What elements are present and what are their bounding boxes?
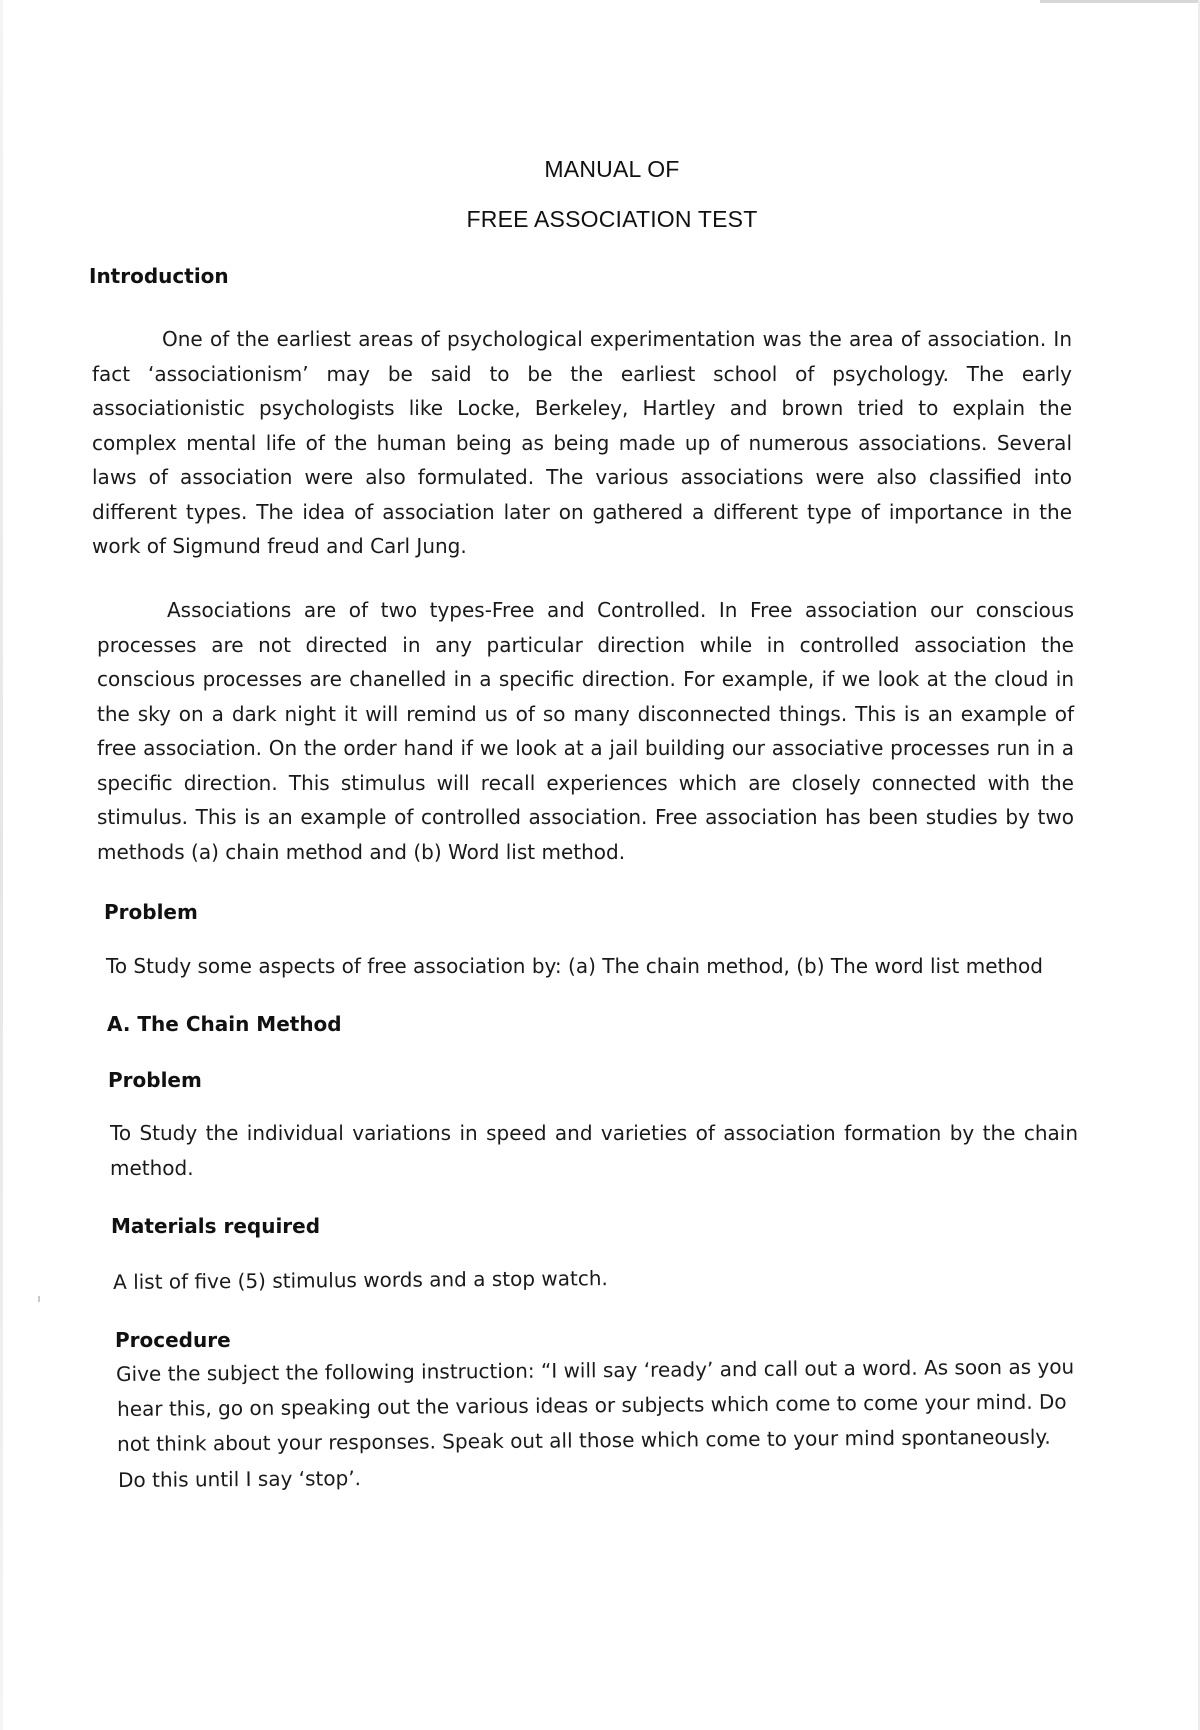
title-line-2: FREE ASSOCIATION TEST	[466, 206, 758, 232]
introduction-paragraph-1	[92, 322, 1072, 564]
introduction-paragraph-2	[97, 593, 1074, 869]
scan-edge-left	[0, 0, 3, 1730]
materials-text: A list of five (5) stimulus words and a stop watch.	[113, 1266, 608, 1294]
introduction-paragraph-2-text: Associations are of two types-Free and Controlled. In Free association our conscious processes are not directed in any particular direction while in controlled association the conscious processes are chanelled in a specific direction. For example, if we look at the cloud in the sky on a dark night it will remind us of so many disconnected things. This is an example of free association. On the order hand if we look at a jail building our associative processes run in a specific direction. This stimulus will recall experiences which are closely connected with the stimulus. This is an example of controlled association. Free association has been studies by two methods (a) chain method and (b) Word list method.	[97, 598, 1074, 864]
scan-edge-top	[1040, 0, 1200, 3]
introduction-heading: Introduction	[89, 264, 229, 288]
problem-heading: Problem	[104, 900, 198, 924]
chain-problem-heading: Problem	[108, 1068, 202, 1092]
problem-text: To Study some aspects of free association by: (a) The chain method, (b) The word list method	[106, 954, 1043, 978]
procedure-line-2: hear this, go on speaking out the various ideas or subjects which come to come your mind. Do	[117, 1389, 1067, 1421]
procedure-line-3: not think about your responses. Speak out all those which come to your mind spontaneously.	[117, 1424, 1051, 1456]
procedure-line-1: Give the subject the following instruction: “I will say ‘ready’ and call out a word. As soon as you	[116, 1354, 1075, 1386]
chain-problem-text: To Study the individual variations in speed and varieties of association formation by the chain method.	[110, 1121, 1078, 1180]
introduction-paragraph-1-text: One of the earliest areas of psychological experimentation was the area of association. In fact ‘associationism’ may be said to be the earliest school of psychology. The early associationistic psychologists like Locke, Berkeley, Hartley and brown tried to explain the complex mental life of the human being as being made up of numerous associations. Several laws of association were also formulated. The various associations were also classified into different types. The idea of association later on gathered a different type of importance in the work of Sigmund freud and Carl Jung.	[92, 327, 1072, 558]
title-line-1: MANUAL OF	[544, 156, 680, 182]
scan-speck	[38, 1296, 40, 1302]
procedure-line-4: Do this until I say ‘stop’.	[118, 1466, 362, 1492]
chain-method-heading: A. The Chain Method	[107, 1012, 342, 1036]
procedure-heading: Procedure	[115, 1328, 231, 1352]
materials-heading: Materials required	[111, 1214, 321, 1238]
